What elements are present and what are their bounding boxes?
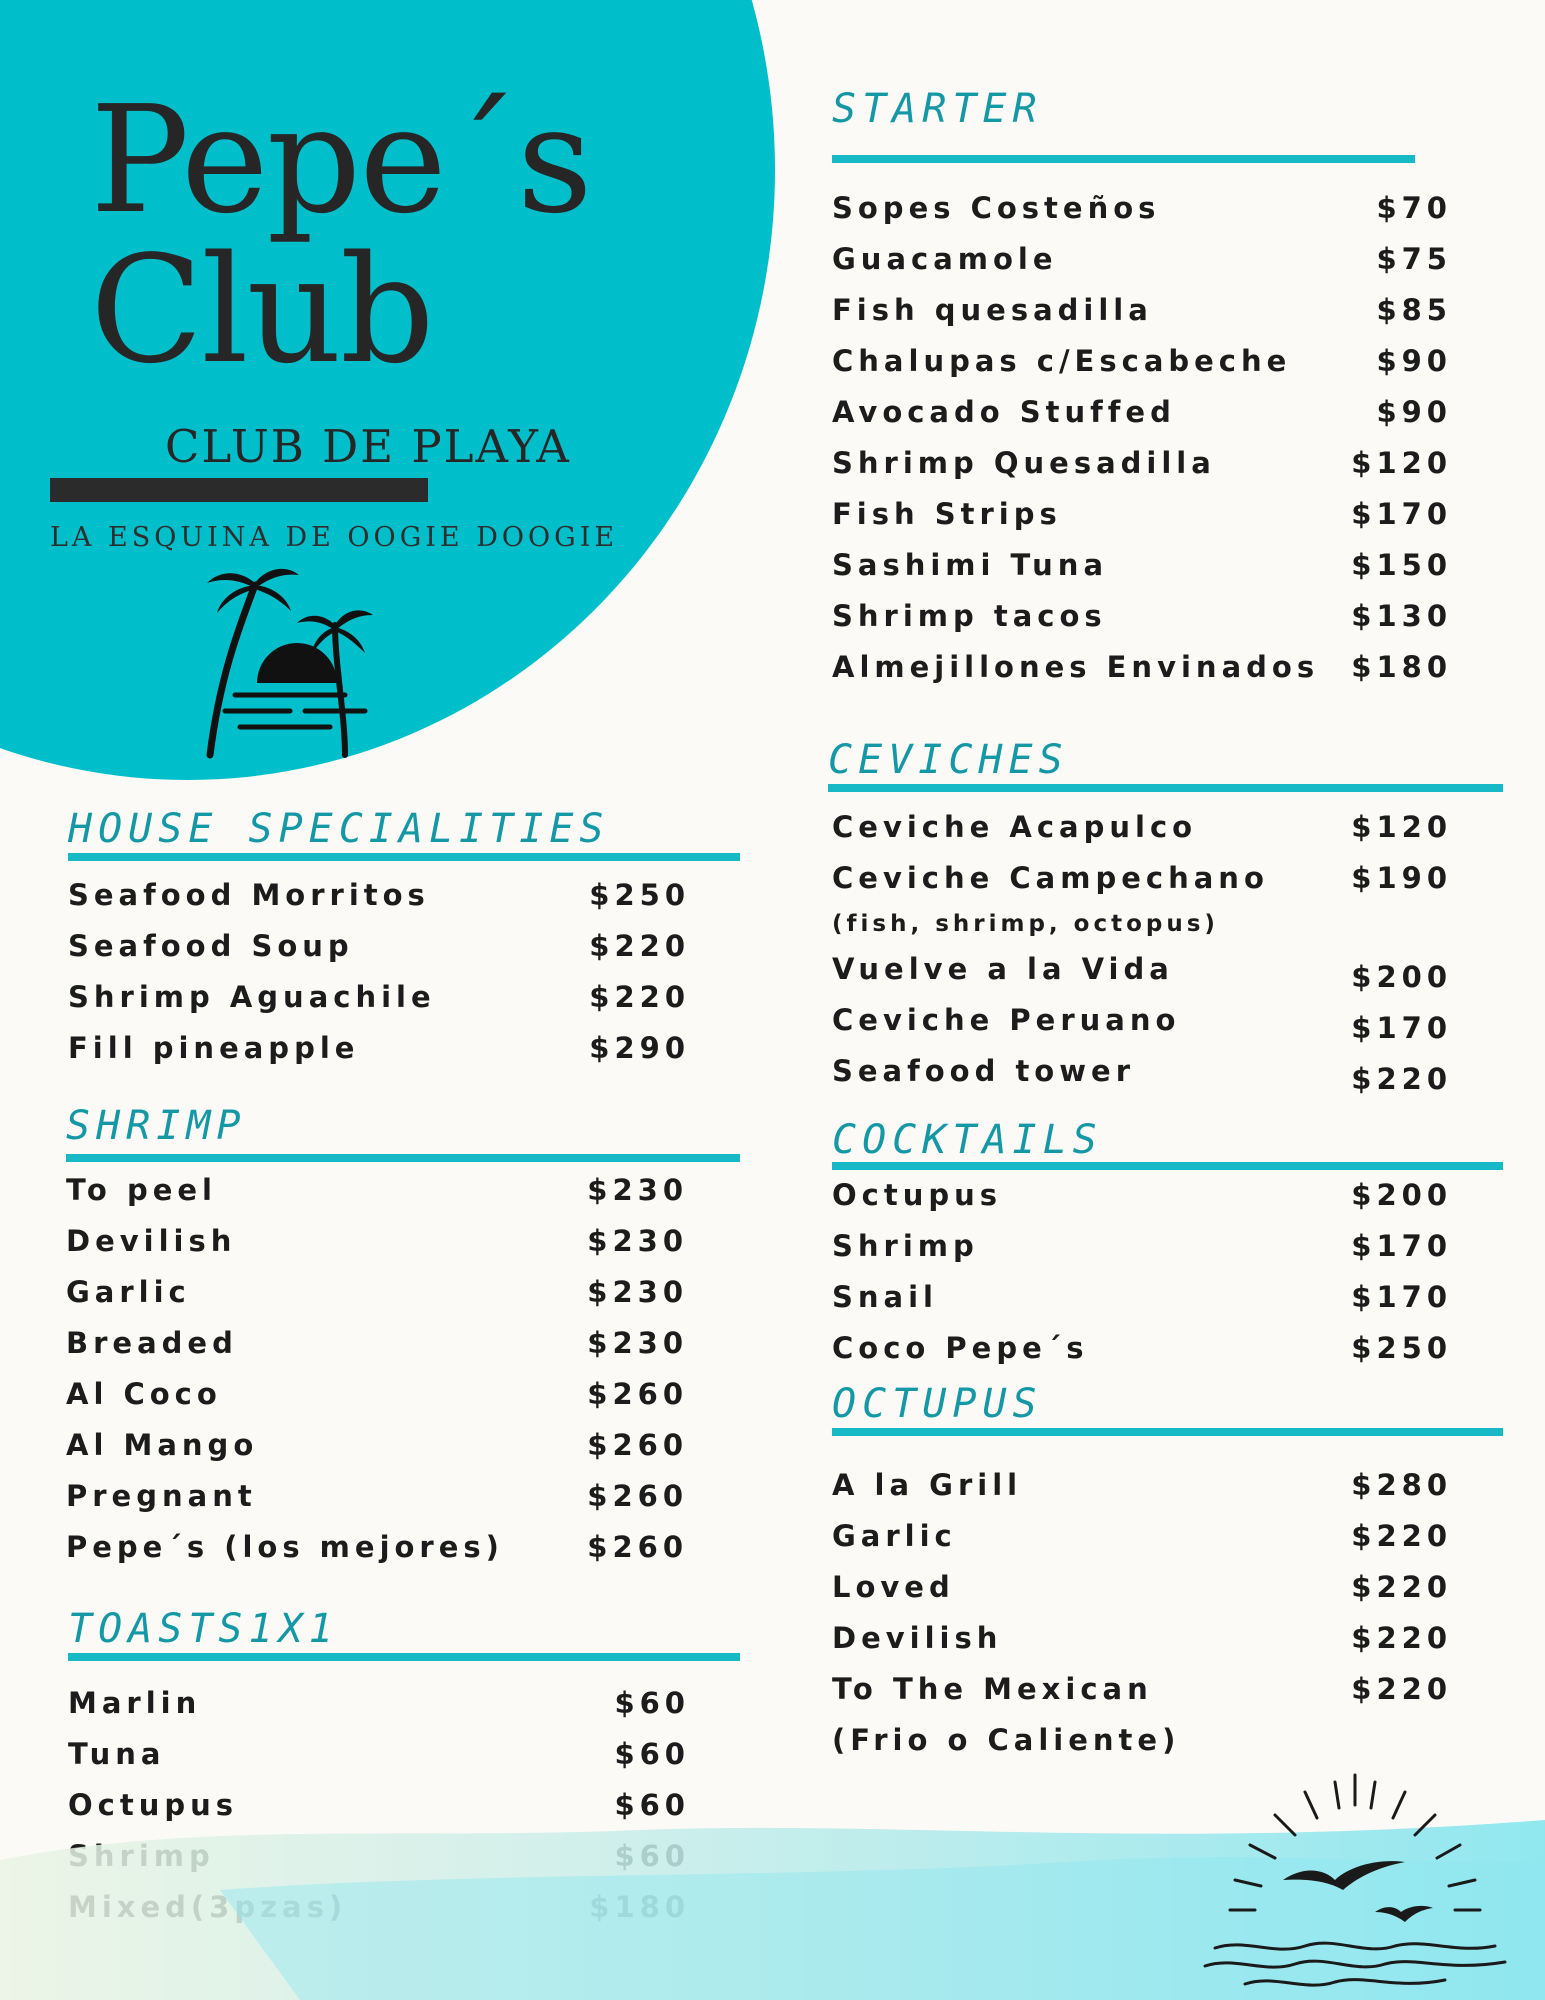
menu-item	[832, 234, 1452, 285]
item-price: $85	[1376, 293, 1452, 327]
item-name: Shrimp	[832, 1229, 979, 1263]
item-price: $70	[1376, 191, 1452, 225]
item-name: To The Mexican	[832, 1672, 1153, 1706]
item-price: $60	[614, 1686, 690, 1720]
menu-item	[68, 870, 690, 921]
menu-item	[68, 972, 690, 1023]
section-rule	[68, 1653, 740, 1661]
menu-item	[66, 1216, 688, 1267]
item-price: $230	[587, 1326, 688, 1360]
item-price: $60	[614, 1788, 690, 1822]
item-name: Shrimp tacos	[832, 599, 1107, 633]
item-price: $260	[587, 1428, 688, 1462]
menu-item	[832, 853, 1452, 904]
item-price: $220	[1351, 1519, 1452, 1553]
restaurant-tagline: LA ESQUINA DE OOGIE DOOGIE	[50, 522, 619, 553]
section-octupus	[832, 1380, 1503, 1766]
item-price: $250	[589, 878, 690, 912]
section-title: CEVICHES	[828, 737, 1069, 783]
item-price: $260	[587, 1530, 688, 1564]
item-price: $90	[1376, 395, 1452, 429]
item-name: Sashimi Tuna	[832, 548, 1109, 582]
section-rule	[832, 155, 1415, 163]
menu-item	[832, 802, 1452, 853]
menu-item	[832, 438, 1452, 489]
section-ceviches	[828, 736, 1503, 1097]
item-name: Vuelve a la Vida	[832, 952, 1174, 986]
menu-item	[832, 944, 1452, 995]
section-shrimp	[66, 1102, 740, 1573]
item-price: $200	[1351, 960, 1452, 994]
item-name: Seafood tower	[832, 1054, 1135, 1088]
item-note	[832, 1715, 1452, 1766]
item-name: Devilish	[832, 1621, 1003, 1655]
item-price: $200	[1351, 1178, 1452, 1212]
item-price: $170	[1351, 1280, 1452, 1314]
item-name: Coco Pepe´s	[832, 1331, 1089, 1365]
item-note-text: (Frio o Caliente)	[832, 1723, 1181, 1757]
item-name: Ceviche Acapulco	[832, 810, 1198, 844]
item-name: Garlic	[832, 1519, 957, 1553]
palm-trees-sunset-icon	[195, 565, 385, 760]
item-name: Loved	[832, 1570, 955, 1604]
section-title: STARTER	[832, 86, 1043, 132]
item-price: $90	[1376, 344, 1452, 378]
item-name: Fill pineapple	[68, 1031, 360, 1065]
menu-item	[66, 1318, 688, 1369]
item-note: (fish, shrimp, octopus)	[832, 911, 1219, 937]
section-title: HOUSE SPECIALITIES	[68, 806, 610, 852]
item-name: Shrimp Aguachile	[68, 980, 436, 1014]
item-price: $170	[1351, 1011, 1452, 1045]
item-name: Octupus	[68, 1788, 239, 1822]
section-rule	[828, 784, 1503, 792]
item-price: $120	[1351, 810, 1452, 844]
item-name: Pregnant	[66, 1479, 257, 1513]
item-price: $220	[1351, 1621, 1452, 1655]
menu-item	[832, 1664, 1452, 1715]
item-price: $120	[1351, 446, 1452, 480]
menu-item	[68, 921, 690, 972]
menu-item	[832, 183, 1452, 234]
menu-item	[66, 1522, 688, 1573]
item-name: Devilish	[66, 1224, 237, 1258]
menu-item	[832, 285, 1452, 336]
item-price: $220	[589, 980, 690, 1014]
item-price: $280	[1351, 1468, 1452, 1502]
menu-item	[832, 1511, 1452, 1562]
restaurant-subtitle: CLUB DE PLAYA	[165, 420, 571, 473]
section-starter	[832, 85, 1452, 693]
sun-birds-waves-icon	[1175, 1760, 1535, 2000]
item-name: Snail	[832, 1280, 938, 1314]
menu-item	[832, 1613, 1452, 1664]
section-title: SHRIMP	[66, 1103, 247, 1149]
item-price: $230	[587, 1275, 688, 1309]
item-price: $220	[1351, 1570, 1452, 1604]
menu-item	[66, 1267, 688, 1318]
item-price: $150	[1351, 548, 1452, 582]
item-price: $260	[587, 1479, 688, 1513]
restaurant-name-line2: Club	[90, 224, 433, 396]
section-rule	[66, 1154, 740, 1162]
menu-item	[832, 387, 1452, 438]
brand-divider	[50, 478, 428, 502]
menu-item	[832, 1170, 1452, 1221]
item-name: Shrimp Quesadilla	[832, 446, 1216, 480]
menu-item	[832, 1046, 1452, 1097]
item-price: $220	[589, 929, 690, 963]
item-price: $220	[1351, 1062, 1452, 1096]
menu-item	[832, 1562, 1452, 1613]
item-price: $250	[1351, 1331, 1452, 1365]
menu-item	[832, 540, 1452, 591]
menu-item	[68, 1678, 690, 1729]
menu-item	[832, 336, 1452, 387]
item-price: $170	[1351, 1229, 1452, 1263]
menu-item	[832, 1221, 1452, 1272]
item-price: $130	[1351, 599, 1452, 633]
menu-item	[66, 1471, 688, 1522]
item-name: Pepe´s (los mejores)	[66, 1530, 504, 1564]
item-name: Ceviche Campechano	[832, 861, 1269, 895]
menu-item	[832, 489, 1452, 540]
item-name: Fish quesadilla	[832, 293, 1153, 327]
menu-item	[66, 1369, 688, 1420]
menu-item	[832, 1460, 1452, 1511]
menu-item	[66, 1165, 688, 1216]
item-price: $260	[587, 1377, 688, 1411]
section-title: COCKTAILS	[832, 1117, 1103, 1163]
restaurant-name-line1: Pepe´s	[90, 74, 591, 246]
item-name: Ceviche Peruano	[832, 1003, 1181, 1037]
menu-item	[66, 1420, 688, 1471]
menu-item	[832, 1272, 1452, 1323]
item-name: Seafood Morritos	[68, 878, 430, 912]
item-price: $75	[1376, 242, 1452, 276]
section-title: OCTUPUS	[832, 1381, 1043, 1427]
item-name: Tuna	[68, 1737, 166, 1771]
item-name: Guacamole	[832, 242, 1058, 276]
item-price: $170	[1351, 497, 1452, 531]
item-name: Garlic	[66, 1275, 191, 1309]
item-price: $60	[614, 1737, 690, 1771]
item-name: Marlin	[68, 1686, 202, 1720]
item-name: Almejillones Envinados	[832, 650, 1320, 684]
menu-item	[832, 995, 1452, 1046]
item-price: $180	[1351, 650, 1452, 684]
item-name: Chalupas c/Escabeche	[832, 344, 1292, 378]
item-price: $290	[589, 1031, 690, 1065]
item-price: $230	[587, 1224, 688, 1258]
section-rule	[832, 1428, 1503, 1436]
item-name: Al Coco	[66, 1377, 222, 1411]
item-name: A la Grill	[832, 1468, 1023, 1502]
item-name: Fish Strips	[832, 497, 1062, 531]
item-name: Al Mango	[66, 1428, 259, 1462]
item-name: Seafood Soup	[68, 929, 354, 963]
menu-item	[68, 1729, 690, 1780]
item-name: Sopes Costeños	[832, 191, 1161, 225]
item-name: Breaded	[66, 1326, 238, 1360]
item-price: $190	[1351, 861, 1452, 895]
section-title: TOASTS1X1	[68, 1606, 339, 1652]
menu-item	[832, 642, 1452, 693]
restaurant-name	[90, 74, 591, 396]
item-name: Avocado Stuffed	[832, 395, 1176, 429]
section-rule	[68, 853, 740, 861]
menu-item	[832, 1323, 1452, 1374]
item-price: $230	[587, 1173, 688, 1207]
item-price: $220	[1351, 1672, 1452, 1706]
section-cocktails	[832, 1116, 1503, 1374]
menu-item	[68, 1023, 690, 1074]
section-house-specialities	[68, 805, 740, 1074]
menu-item	[832, 591, 1452, 642]
item-name: Octupus	[832, 1178, 1003, 1212]
item-name: To peel	[66, 1173, 217, 1207]
